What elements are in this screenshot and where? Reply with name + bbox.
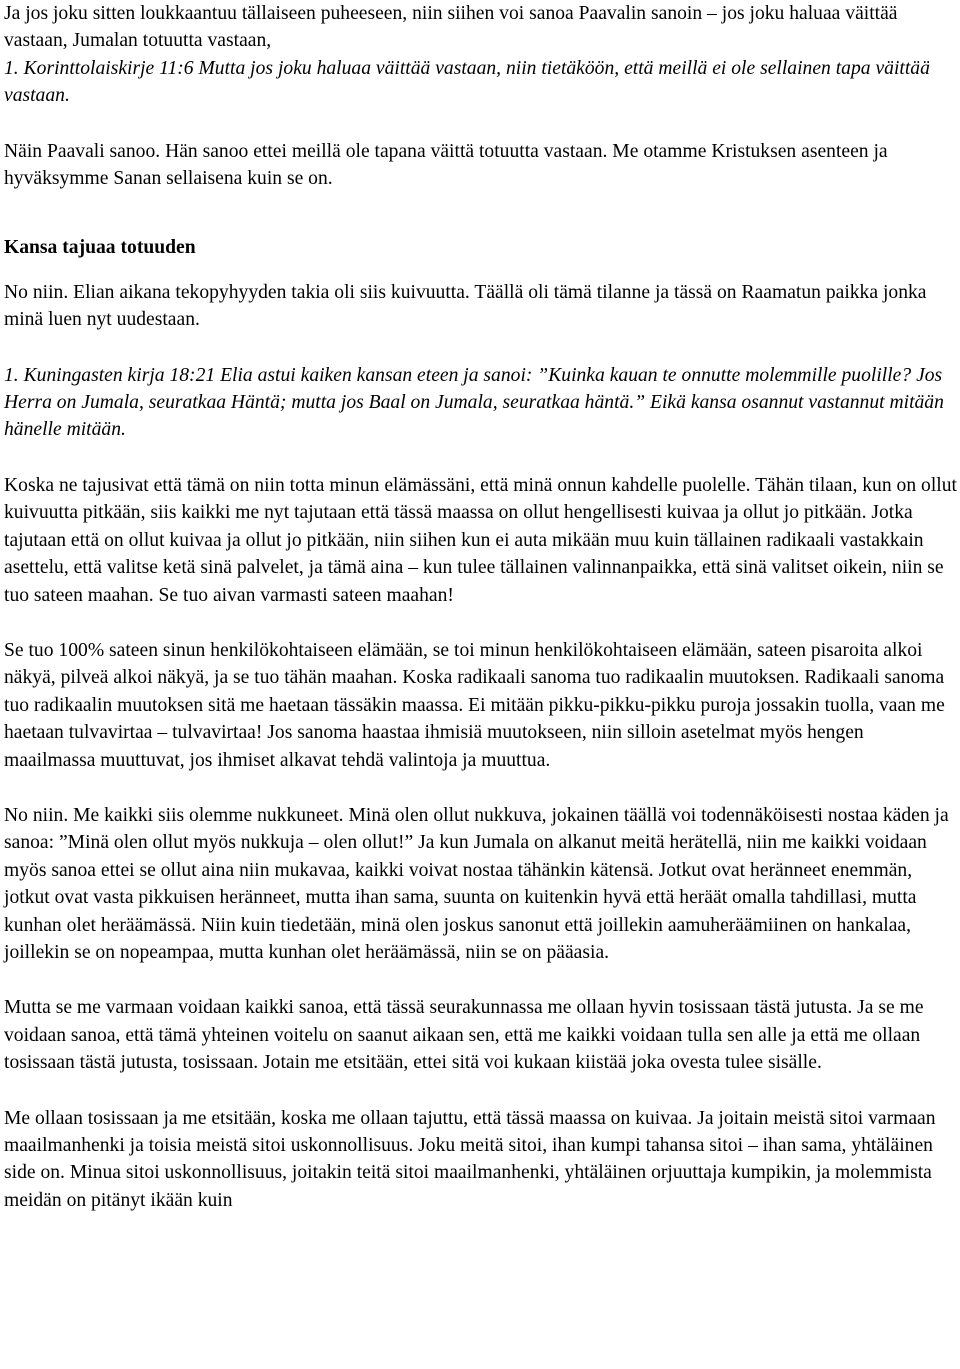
paragraph-3: Näin Paavali sanoo. Hän sanoo ettei meillä ole tapana väittä totuutta vastaan. Me otamme Kristuksen asenteen ja hyväksymme Sanan sellaisena kuin se on. [4,140,888,190]
document-page [4,0,958,1214]
paragraph-8: No niin. Me kaikki siis olemme nukkuneet. Minä olen ollut nukkuva, jokainen täällä voi todennäköisesti nostaa käden ja sanoa: ”Minä olen ollut myös nukkuja – olen ollut!” Ja kun Jumala on alkanut meitä herätellä, niin me kaikki voidaan myös sanoa ettei se ollut aina niin mukavaa, kaikki voivat nostaa tähänkin kätensä. Jotkut ovat heränneet enemmän, jotkut ovat vasta pikkuisen heränneet, mutta ihan sama, suunta on kuitenkin hyvä että heräät omalla tahdillasi, mutta kunhan olet heräämässä. Niin kuin tiedetään, minä olen joskus sanonut että joillekin aamuheräämiinen on hankalaa, joillekin se on nopeampaa, mutta kunhan olet heräämässä, niin se on pääasia. [4,804,949,963]
paragraph-7: Se tuo 100% sateen sinun henkilökohtaiseen elämään, se toi minun henkilökohtaiseen elämään, sateen pisaroita alkoi näkyä, pilveä alkoi näkyä, ja se tuo tähän maahan. Koska radikaali sanoma tuo radikaalin muutoksen. Radikaali sanoma tuo radikaalin muutoksen sitä me haetaan tässäkin maassa. Ei mitään pikku-pikku-pikku puroja jossakin tuolla, vaan me haetaan tulvavirtaa – tulvavirtaa! Jos sanoma haastaa ihmisiä muutokseen, niin silloin asetelmat myös hengen maailmassa muuttuvat, jos ihmiset alkavat tehdä valintoja ja muuttua. [4,639,945,771]
paragraph-scripture-kings: 1. Kuningasten kirja 18:21 Elia astui kaiken kansan eteen ja sanoi: ”Kuinka kauan te onnutte molemmille puolille? Jos Herra on Jumala, seuratkaa Häntä; mutta jos Baal on Jumala, seuratkaa häntä.” Eikä kansa osannut vastannut mitään hänelle mitään. [4,364,944,441]
section-heading: Kansa tajuaa totuuden [4,237,196,259]
paragraph-6: Koska ne tajusivat että tämä on niin totta minun elämässäni, että minä onnun kahdelle puolelle. Tähän tilaan, kun on ollut kuivuutta pitkään, siis kaikki me nyt tajutaan että tässä maassa on ollut hengellisesti kuivaa ja ollut jo pitkään. Jotka tajutaan että on ollut kuivaa ja ollut jo pitkään, niin siihen kun ei auta mikään muu kuin tällainen radikaali vastakkain asettelu, että valitse ketä sinä palvelet, ja tämä aina – kun tulee tällainen valinnanpaikka, että sinä valitset oikein, niin se tuo sateen maahan. Se tuo aivan varmasti sateen maahan! [4,474,957,606]
paragraph-9: Mutta se me varmaan voidaan kaikki sanoa, että tässä seurakunnassa me ollaan hyvin tosissaan tästä jutusta. Ja se me voidaan sanoa, että tämä yhteinen voitelu on saanut aikaan sen, että me kaikki voidaan tulla sen alle ja että me ollaan tosissaan tästä jutusta, tosissaan. Jotain me etsitään, ettei sitä voi kukaan kiistää joka ovesta tulee sisälle. [4,997,924,1074]
paragraph-scripture-corinthians: 1. Korinttolaiskirje 11:6 Mutta jos joku haluaa väittää vastaan, niin tietäköön, että meillä ei ole sellainen tapa väittää vastaan. [4,57,930,107]
paragraph-4: No niin. Elian aikana tekopyhyyden takia oli siis kuivuutta. Täällä oli tämä tilanne ja tässä on Raamatun paikka jonka minä luen nyt uudestaan. [4,281,927,331]
paragraph-1: Ja jos joku sitten loukkaantuu tällaiseen puheeseen, niin siihen voi sanoa Paavalin sanoin – jos joku haluaa väittää vastaan, Jumalan totuutta vastaan, [4,3,898,52]
paragraph-10: Me ollaan tosissaan ja me etsitään, koska me ollaan tajuttu, että tässä maassa on kuivaa. Ja joitain meistä sitoi varmaan maailmanhenki ja toisia meistä sitoi uskonnollisuus. Joku meitä sitoi, ihan kumpi tahansa sitoi – ihan sama, yhtäläinen side on. Minua sitoi uskonnollisuus, joitakin teitä sitoi maailmanhenki, yhtäläinen orjuuttaja kumpikin, ja molemmista meidän on pitänyt ikään kuin [4,1107,936,1211]
